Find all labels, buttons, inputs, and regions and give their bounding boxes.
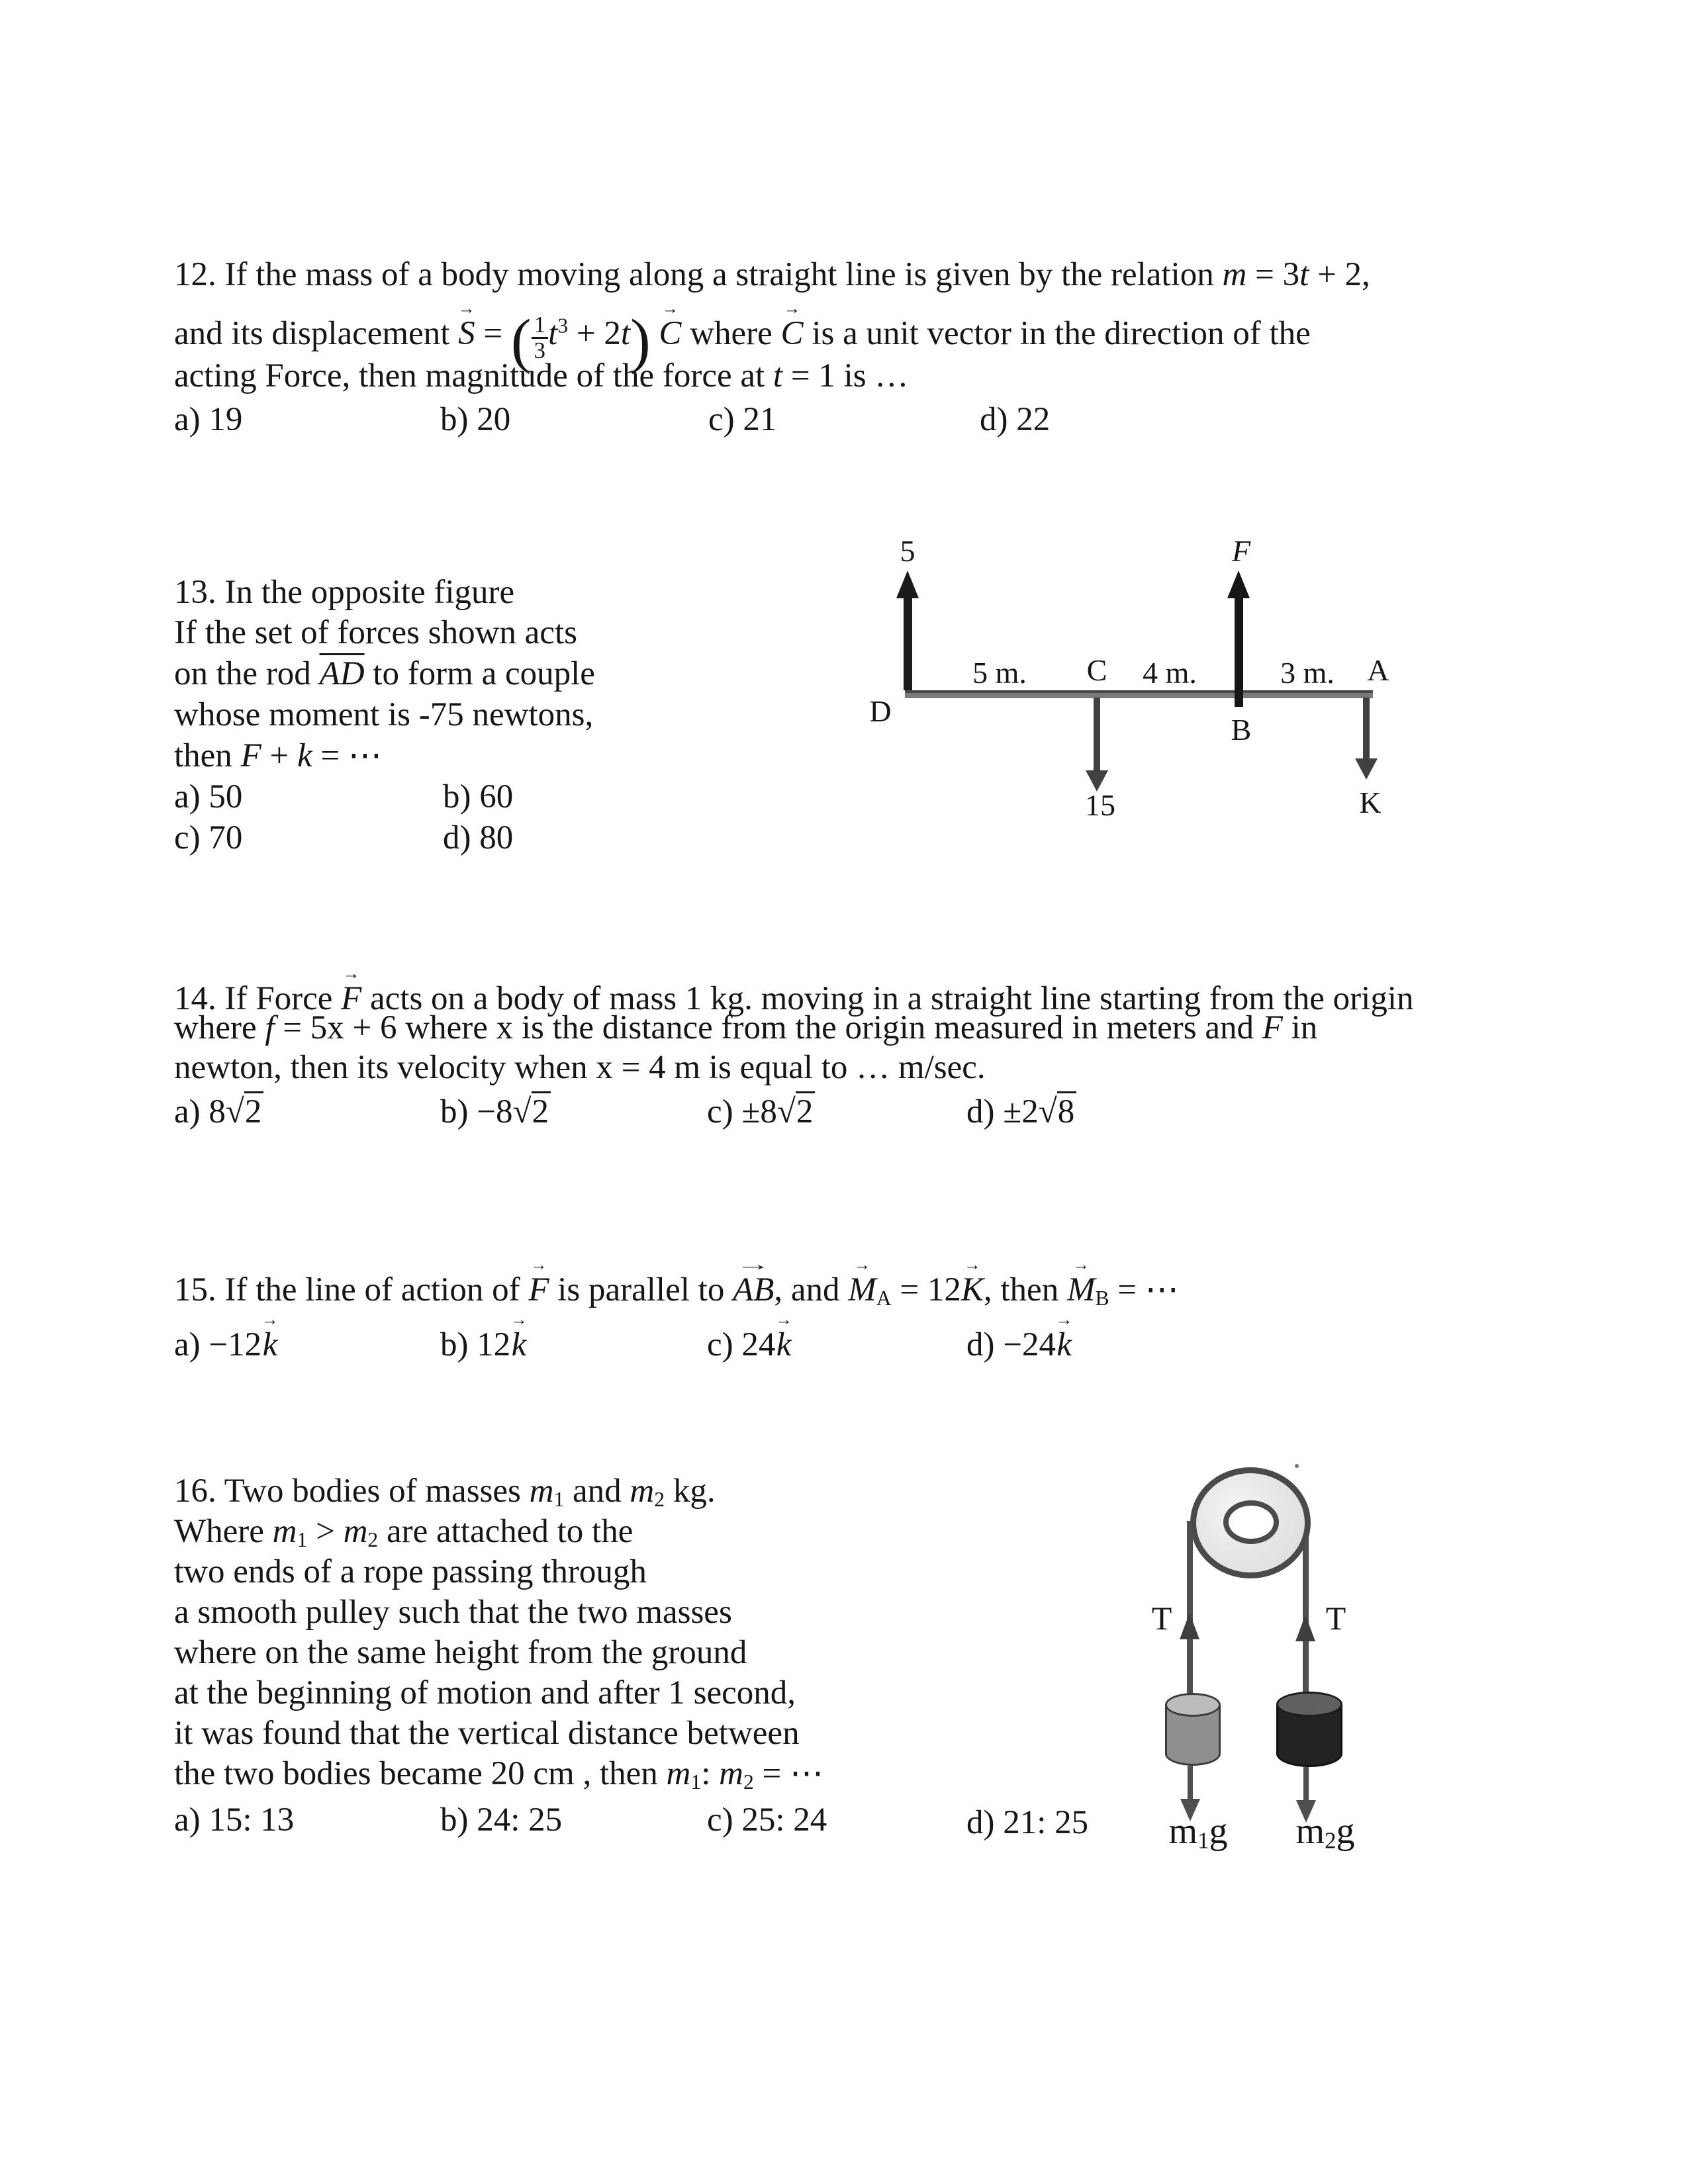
question-12-line-1: 12. If the mass of a body moving along a straight line is given by the relation m = 3t + 2, (174, 256, 1370, 293)
force-5-arrowhead-icon (896, 570, 919, 598)
question-13-line-1: 13. In the opposite figure (174, 574, 515, 611)
force-F-arrowhead-icon (1227, 570, 1250, 598)
force-K-arrow-stem (1363, 698, 1370, 758)
question-13-option-d: d) 80 (443, 819, 514, 856)
tension-left-arrowhead-icon (1180, 1613, 1199, 1639)
distance-CB-label: 4 m. (1143, 656, 1197, 690)
question-15-line-1: 15. If the line of action of → F is parallel to → AB, and → $M_A = 12$ → K, then → $M_B$ = ⋯ (174, 1255, 1179, 1310)
point-C-label: C (1086, 653, 1107, 687)
force-K-label: K (1359, 786, 1382, 819)
question-16-line-8: the two bodies became 20 cm , then $m_1$: $m_2$ = ⋯ (174, 1755, 824, 1794)
question-14-option-b: b) −8√2 (440, 1092, 551, 1132)
question-12-option-c: c) 21 (708, 401, 777, 438)
question-12-option-b: b) 20 (440, 401, 511, 438)
question-16-line-7: it was found that the vertical distance between (174, 1715, 800, 1752)
question-13-line-3: on the rod $\overline{AD}$ to form a couple (174, 655, 595, 692)
question-13-option-b: b) 60 (443, 778, 514, 815)
tension-left-label: T (1151, 1600, 1172, 1637)
question-16-line-1: 16. Two bodies of masses $m_1$ and $m_2$ kg. (174, 1473, 716, 1511)
point-B-label: B (1231, 713, 1252, 747)
question-12-line-3: acting Force, then magnitude of the force at t = 1 is … (174, 357, 909, 394)
question-12-option-d: d) 22 (980, 401, 1051, 438)
question-14-line-2: where f = 5x + 6 where x is the distance from the origin measured in meters and F in (174, 1009, 1318, 1046)
question-15-option-b: b) 12 → k (440, 1310, 528, 1363)
question-14-line-1: 14. If Force → F acts on a body of mass 1 kg. moving in a straight line starting from the origin (174, 964, 1414, 1017)
mass-m1-top (1165, 1693, 1221, 1717)
question-16-option-a: a) 15: 13 (174, 1801, 295, 1839)
point-A-label: A (1367, 653, 1389, 687)
force-K-arrowhead-icon (1355, 758, 1378, 780)
question-14-option-a: a) 8√2 (174, 1092, 263, 1132)
question-16-line-6: at the beginning of motion and after 1 second, (174, 1674, 796, 1711)
question-13-line-5: then F + k = ⋯ (174, 737, 382, 774)
mass-m2-top (1276, 1692, 1342, 1717)
question-16-option-b: b) 24: 25 (440, 1801, 563, 1839)
question-12-option-a: a) 19 (174, 401, 243, 438)
question-16-option-d: d) 21: 25 (966, 1804, 1089, 1841)
distance-BA-label: 3 m. (1280, 656, 1335, 690)
question-16-option-c: c) 25: 24 (707, 1801, 827, 1839)
force-15-arrow-stem (1094, 698, 1100, 770)
question-15-option-a: a) −12 → k (174, 1310, 279, 1363)
force-5-arrow-stem (904, 597, 912, 690)
weight-m1-label: $m_1g$ (1168, 1811, 1228, 1854)
question-13-line-2: If the set of forces shown acts (174, 614, 577, 651)
force-F-label: F (1231, 534, 1251, 568)
weight-m2-arrow-stem (1303, 1767, 1309, 1801)
force-15-label: 15 (1085, 788, 1115, 822)
weight-m2-label: $m_2g$ (1295, 1811, 1355, 1854)
force-5-label: 5 (900, 534, 915, 568)
pulley-hub-hole (1223, 1500, 1279, 1544)
tension-right-label: T (1325, 1600, 1346, 1637)
question-14-option-c: c) ±8√2 (707, 1092, 815, 1132)
question-14-line-3: newton, then its velocity when x = 4 m is equal to … m/sec. (174, 1049, 986, 1086)
question-16-line-2: Where $m_1 > m_2$ are attached to the (174, 1513, 633, 1551)
question-16-line-4: a smooth pulley such that the two masses (174, 1594, 732, 1631)
question-16-line-5: where on the same height from the ground (174, 1634, 747, 1671)
tension-right-arrowhead-icon (1295, 1615, 1315, 1641)
question-15-option-d: d) −24 → k (966, 1310, 1073, 1363)
force-F-arrow-stem (1235, 597, 1243, 707)
rope-left (1187, 1521, 1193, 1694)
speck (1295, 1464, 1299, 1468)
question-14-option-d: d) ±2√8 (966, 1092, 1076, 1132)
rod-AD (905, 690, 1373, 698)
question-13-option-c: c) 70 (174, 819, 243, 856)
question-13-line-4: whose moment is -75 newtons, (174, 696, 594, 733)
question-12-line-2: and its displacement → S = ( $\frac{1}{3}$ $t^3 + 2t$) → C where → C is a unit vector in the direction of the (174, 298, 1311, 375)
question-15-option-c: c) 24 → k (707, 1310, 792, 1363)
point-D-label: D (869, 694, 892, 728)
weight-m1-arrow-stem (1188, 1766, 1193, 1800)
distance-DC-label: 5 m. (972, 656, 1027, 690)
question-16-line-3: two ends of a rope passing through (174, 1553, 647, 1590)
question-13-option-a: a) 50 (174, 778, 243, 815)
